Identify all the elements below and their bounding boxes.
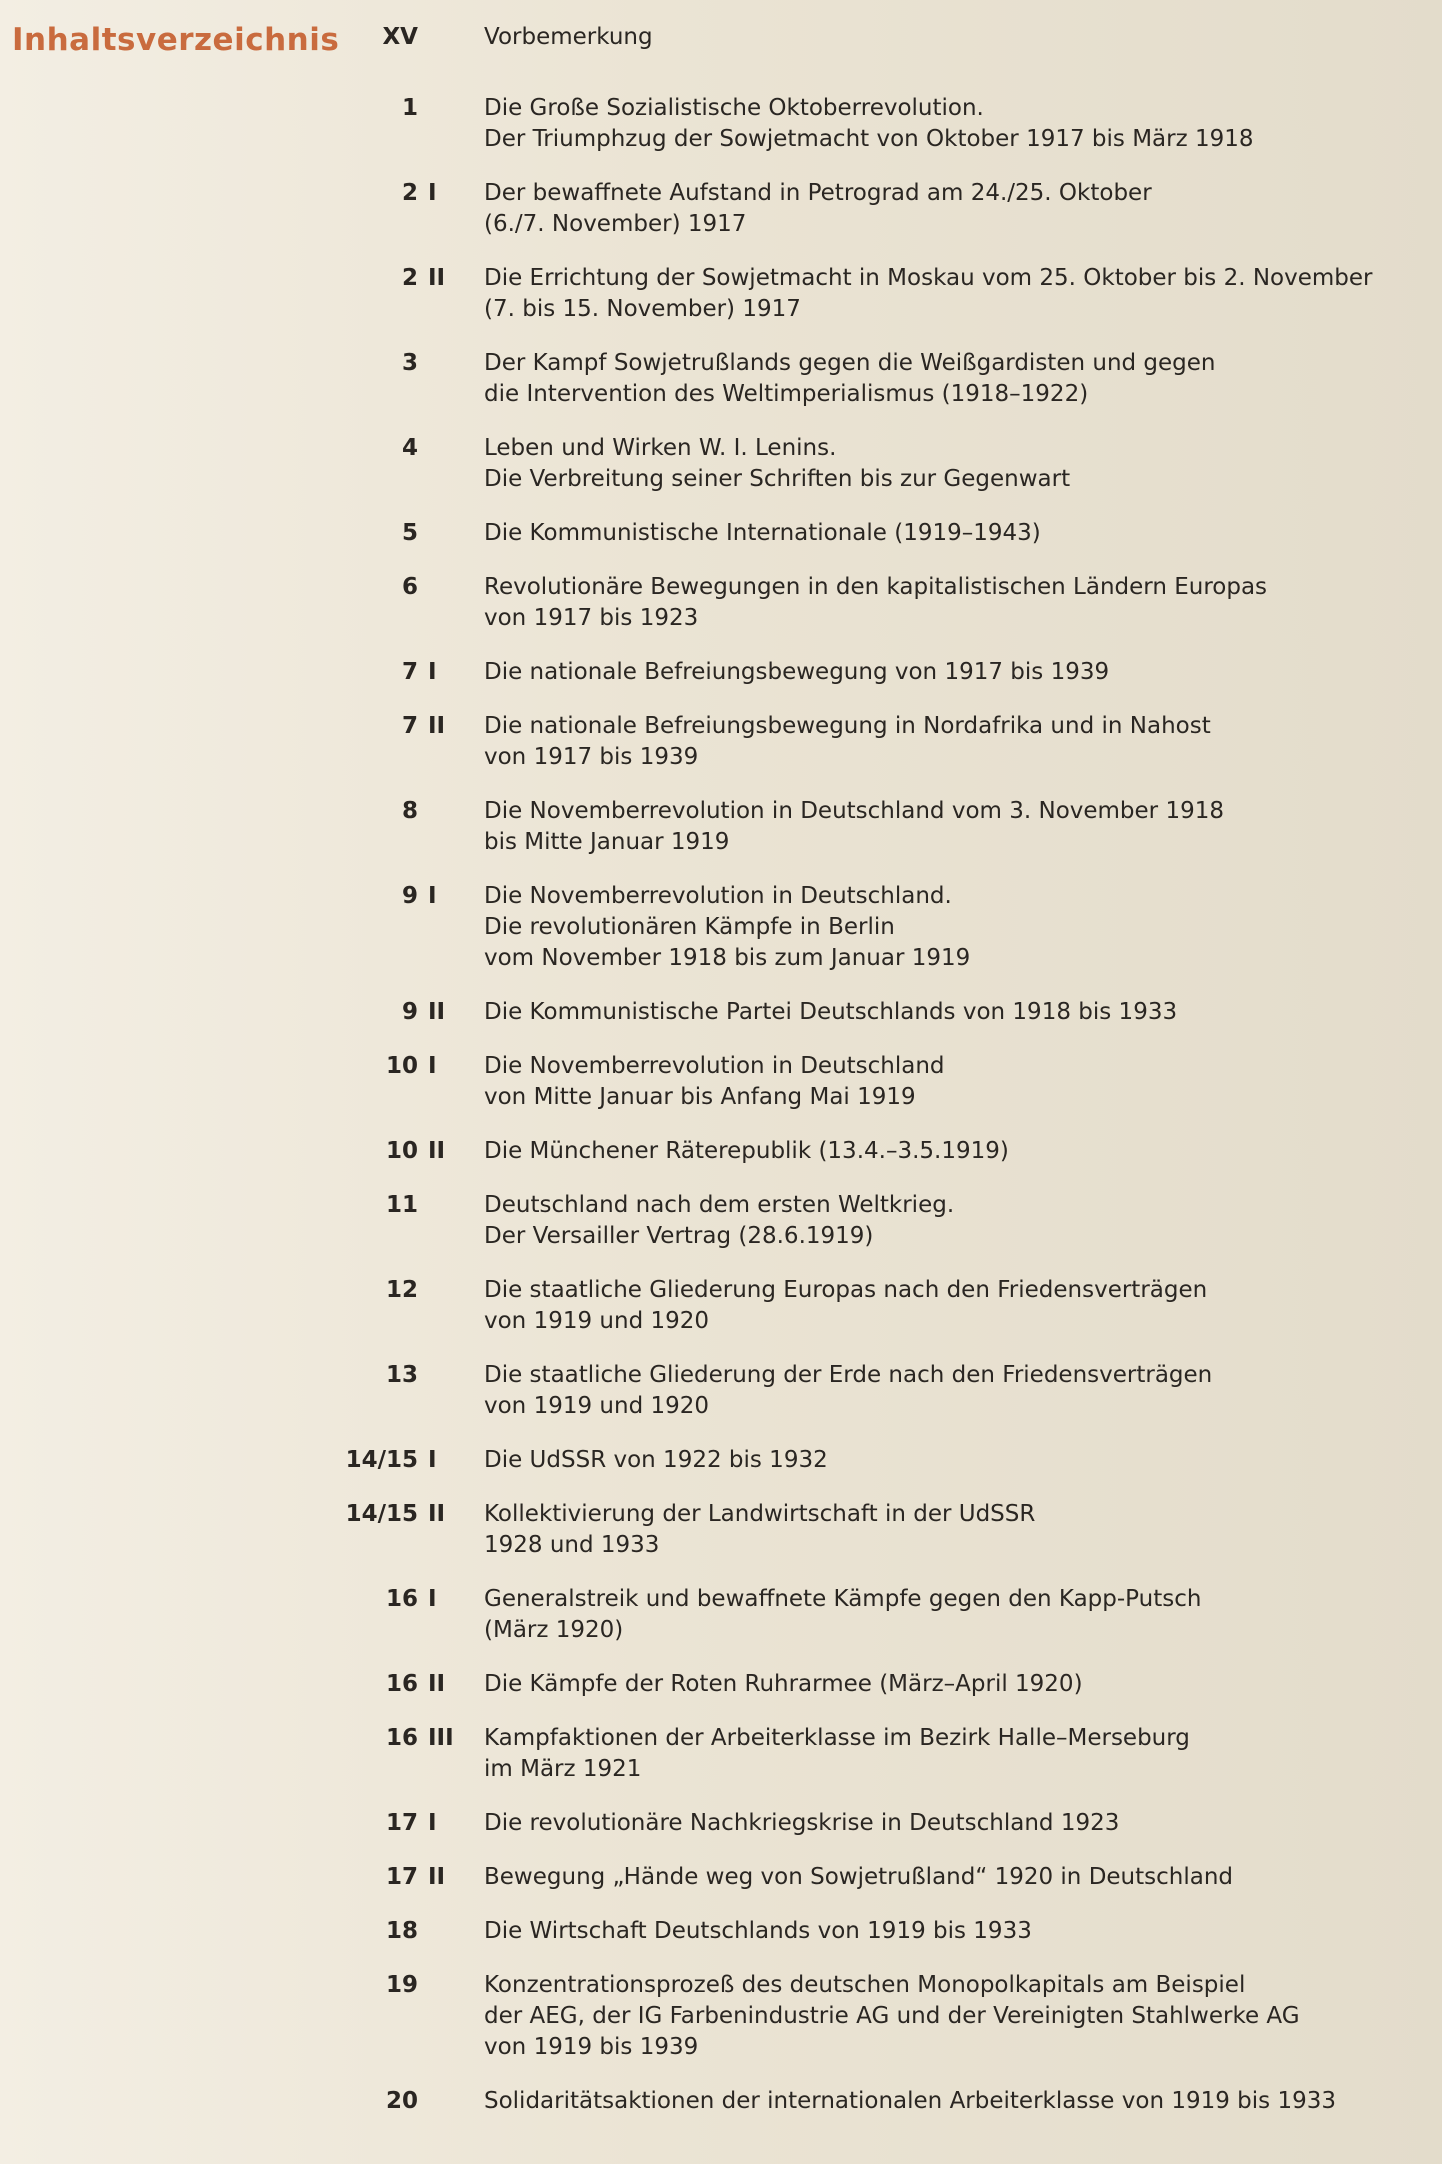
- toc-entry-title: Kollektivierung der Landwirtschaft in der UdSSR 1928 und 1933: [484, 1501, 1036, 1558]
- toc-entry-title: Die Errichtung der Sowjetmacht in Moskau vom 25. Oktober bis 2. November (7. bis 15. November) 1917: [484, 265, 1373, 322]
- toc-entry: [0, 997, 1442, 1028]
- toc-entry: [0, 1862, 1442, 1893]
- section-title: Inhaltsverzeichnis: [12, 22, 340, 58]
- toc-entry-title: Vorbemerkung: [484, 24, 653, 50]
- toc-entry: [0, 1445, 1442, 1476]
- toc-entry-part-numeral: I: [428, 1586, 437, 1612]
- toc-entry-title: Die revolutionäre Nachkriegskrise in Deutschland 1923: [484, 1810, 1120, 1836]
- toc-entry: [0, 1584, 1442, 1646]
- toc-entry-title: Die Münchener Räterepublik (13.4.–3.5.1919): [484, 1138, 1009, 1164]
- toc-entry-map-number: 9: [401, 883, 418, 909]
- toc-entry-number: [0, 796, 452, 827]
- toc-entry-number: [0, 881, 452, 912]
- toc-entry-title: Die Kommunistische Internationale (1919–1943): [484, 520, 1041, 546]
- toc-entry-part-numeral: [418, 1916, 452, 1947]
- toc-entry-number: [0, 1360, 452, 1391]
- toc-entry-map-number: 6: [401, 574, 418, 600]
- toc-entry: [0, 1190, 1442, 1252]
- toc-entry-title: Deutschland nach dem ersten Weltkrieg. Der Versailler Vertrag (28.6.1919): [484, 1192, 955, 1249]
- toc-entry-map-number: 2: [401, 180, 418, 206]
- toc-entry-part-numeral: [418, 572, 452, 603]
- table-of-contents: [0, 22, 1442, 2140]
- toc-entry-part-numeral: I: [428, 1053, 437, 1079]
- toc-entry-number: [0, 1136, 452, 1167]
- toc-entry-part-numeral: [418, 93, 452, 124]
- toc-entry-part-numeral: [418, 796, 452, 827]
- toc-entry-part-numeral: II: [428, 265, 446, 291]
- toc-entry-part-numeral: II: [428, 713, 446, 739]
- toc-entry-map-number: XV: [382, 24, 418, 50]
- toc-entry-number: [0, 1970, 452, 2001]
- toc-entry-title: Die Kommunistische Partei Deutschlands von 1918 bis 1933: [484, 999, 1178, 1025]
- toc-entry-number: [0, 572, 452, 603]
- toc-entry-map-number: 20: [385, 2088, 418, 2114]
- toc-entry-title: Generalstreik und bewaffnete Kämpfe gegen den Kapp-Putsch (März 1920): [484, 1586, 1202, 1643]
- toc-entry-title: Die staatliche Gliederung Europas nach den Friedensverträgen von 1919 und 1920: [484, 1277, 1208, 1334]
- toc-entry-map-number: 3: [401, 350, 418, 376]
- toc-entry: [0, 711, 1442, 773]
- toc-entry-number: [0, 1499, 452, 1530]
- toc-entry-part-numeral: [418, 433, 452, 464]
- toc-entry: [0, 1051, 1442, 1113]
- toc-entry-number: [0, 711, 452, 742]
- toc-entry-number: [0, 433, 452, 464]
- toc-entry: [0, 572, 1442, 634]
- toc-entry-part-numeral: [418, 518, 452, 549]
- toc-entry-map-number: 13: [385, 1362, 418, 1388]
- toc-entry: [0, 178, 1442, 240]
- toc-entry-title: Der Kampf Sowjetrußlands gegen die Weißgardisten und gegen die Intervention des Weltimperialismus (1918–1922): [484, 350, 1216, 407]
- toc-entry-part-numeral: I: [428, 180, 437, 206]
- toc-entry: [0, 93, 1442, 155]
- toc-entry-map-number: 8: [401, 798, 418, 824]
- toc-entry-number: [0, 178, 452, 209]
- toc-entry-map-number: 10: [385, 1138, 418, 1164]
- toc-entry-number: [0, 1584, 452, 1615]
- toc-entry-part-numeral: II: [428, 1501, 446, 1527]
- toc-entry-map-number: 16: [385, 1586, 418, 1612]
- toc-entry-part-numeral: [418, 1970, 452, 2001]
- toc-entry-number: [0, 263, 452, 294]
- toc-entry-title: Kampfaktionen der Arbeiterklasse im Bezirk Halle–Merseburg im März 1921: [484, 1725, 1190, 1782]
- toc-entry-number: [0, 1808, 452, 1839]
- toc-entry-number: [0, 657, 452, 688]
- toc-entry: [0, 1916, 1442, 1947]
- toc-entry-title: Die Wirtschaft Deutschlands von 1919 bis 1933: [484, 1918, 1032, 1944]
- toc-entry-map-number: 18: [385, 1918, 418, 1944]
- toc-entry-title: Der bewaffnete Aufstand in Petrograd am 24./25. Oktober (6./7. November) 1917: [484, 180, 1152, 237]
- toc-entry-part-numeral: I: [428, 1447, 437, 1473]
- toc-entry-map-number: 19: [385, 1972, 418, 1998]
- toc-entry-number: [0, 997, 452, 1028]
- toc-entry-map-number: 9: [401, 999, 418, 1025]
- toc-entry-part-numeral: I: [428, 883, 437, 909]
- toc-entry-map-number: 2: [401, 265, 418, 291]
- toc-entry-title: Revolutionäre Bewegungen in den kapitalistischen Ländern Europas von 1917 bis 1923: [484, 574, 1268, 631]
- toc-entry-map-number: 1: [401, 95, 418, 121]
- toc-entry-part-numeral: II: [428, 1138, 446, 1164]
- toc-entry-part-numeral: [418, 22, 452, 53]
- toc-entry: [0, 2086, 1442, 2117]
- toc-entry: [0, 657, 1442, 688]
- toc-entry-map-number: 14/15: [345, 1447, 418, 1473]
- toc-entry-part-numeral: [418, 1190, 452, 1221]
- toc-entry: [0, 348, 1442, 410]
- toc-entry-number: [0, 1669, 452, 1700]
- toc-entry: [0, 1360, 1442, 1422]
- toc-entry: [0, 433, 1442, 495]
- toc-entry-number: [0, 348, 452, 379]
- toc-entry-title: Konzentrationsprozeß des deutschen Monopolkapitals am Beispiel der AEG, der IG Farbenindustrie AG und der Vereinigten Stahlwerke AG von 1919 bis 1939: [484, 1972, 1300, 2060]
- toc-entry-number: [0, 1723, 452, 1754]
- toc-entry: [0, 1970, 1442, 2063]
- toc-entry-number: [0, 2086, 452, 2117]
- toc-entry: [0, 1669, 1442, 1700]
- toc-entry-part-numeral: I: [428, 659, 437, 685]
- toc-entry-title: Die Novemberrevolution in Deutschland von Mitte Januar bis Anfang Mai 1919: [484, 1053, 945, 1110]
- toc-entry-part-numeral: [418, 348, 452, 379]
- toc-entry-map-number: 12: [385, 1277, 418, 1303]
- toc-entry-part-numeral: [418, 2086, 452, 2117]
- toc-entry-title: Die staatliche Gliederung der Erde nach den Friedensverträgen von 1919 und 1920: [484, 1362, 1213, 1419]
- toc-entry: [0, 518, 1442, 549]
- toc-entry: [0, 1808, 1442, 1839]
- toc-entry-map-number: 4: [401, 435, 418, 461]
- toc-entry-title: Die Kämpfe der Roten Ruhrarmee (März–April 1920): [484, 1671, 1083, 1697]
- toc-entry-map-number: 7: [401, 659, 418, 685]
- toc-entry-title: Solidaritätsaktionen der internationalen Arbeiterklasse von 1919 bis 1933: [484, 2088, 1336, 2114]
- toc-entry-part-numeral: [418, 1360, 452, 1391]
- toc-entry: [0, 796, 1442, 858]
- toc-entry-map-number: 5: [401, 520, 418, 546]
- toc-entry-map-number: 10: [385, 1053, 418, 1079]
- toc-entry: [0, 881, 1442, 974]
- toc-entry-map-number: 16: [385, 1671, 418, 1697]
- toc-entry: [0, 1136, 1442, 1167]
- toc-entry-map-number: 14/15: [345, 1501, 418, 1527]
- toc-entry-number: [0, 1862, 452, 1893]
- toc-entry-title: Leben und Wirken W. I. Lenins. Die Verbreitung seiner Schriften bis zur Gegenwart: [484, 435, 1071, 492]
- toc-entry: [0, 1275, 1442, 1337]
- toc-entry-title: Die Novemberrevolution in Deutschland. Die revolutionären Kämpfe in Berlin vom November 1918 bis zum Januar 1919: [484, 883, 971, 971]
- toc-entry-title: Die nationale Befreiungsbewegung von 1917 bis 1939: [484, 659, 1110, 685]
- toc-entry-number: [0, 1445, 452, 1476]
- toc-entry-number: [0, 1275, 452, 1306]
- toc-entry-title: Die nationale Befreiungsbewegung in Nordafrika und in Nahost von 1917 bis 1939: [484, 713, 1211, 770]
- toc-entry-title: Bewegung „Hände weg von Sowjetrußland“ 1920 in Deutschland: [484, 1864, 1234, 1890]
- toc-entry-map-number: 17: [385, 1864, 418, 1890]
- toc-entry-number: [0, 22, 452, 53]
- toc-entry-number: [0, 518, 452, 549]
- toc-entry-number: [0, 1051, 452, 1082]
- toc-entry-number: [0, 1916, 452, 1947]
- toc-entry-map-number: 17: [385, 1810, 418, 1836]
- toc-entry-map-number: 11: [385, 1192, 418, 1218]
- toc-entry-title: Die Große Sozialistische Oktoberrevolution. Der Triumphzug der Sowjetmacht von Oktober 1917 bis März 1918: [484, 95, 1254, 152]
- toc-entry: [0, 263, 1442, 325]
- toc-entry-part-numeral: [418, 1275, 452, 1306]
- toc-entry-part-numeral: II: [428, 999, 446, 1025]
- toc-entry-number: [0, 93, 452, 124]
- toc-entry-title: Die UdSSR von 1922 bis 1932: [484, 1447, 828, 1473]
- toc-entry-part-numeral: II: [428, 1864, 446, 1890]
- toc-entry-title: Die Novemberrevolution in Deutschland vom 3. November 1918 bis Mitte Januar 1919: [484, 798, 1224, 855]
- toc-entry: [0, 22, 1442, 53]
- toc-entry-map-number: 7: [401, 713, 418, 739]
- toc-entry-map-number: 16: [385, 1725, 418, 1751]
- toc-entry-number: [0, 1190, 452, 1221]
- toc-entry: [0, 1723, 1442, 1785]
- toc-entry-part-numeral: I: [428, 1810, 437, 1836]
- toc-entry-part-numeral: II: [428, 1671, 446, 1697]
- toc-entry-part-numeral: III: [428, 1725, 454, 1751]
- toc-entry: [0, 1499, 1442, 1561]
